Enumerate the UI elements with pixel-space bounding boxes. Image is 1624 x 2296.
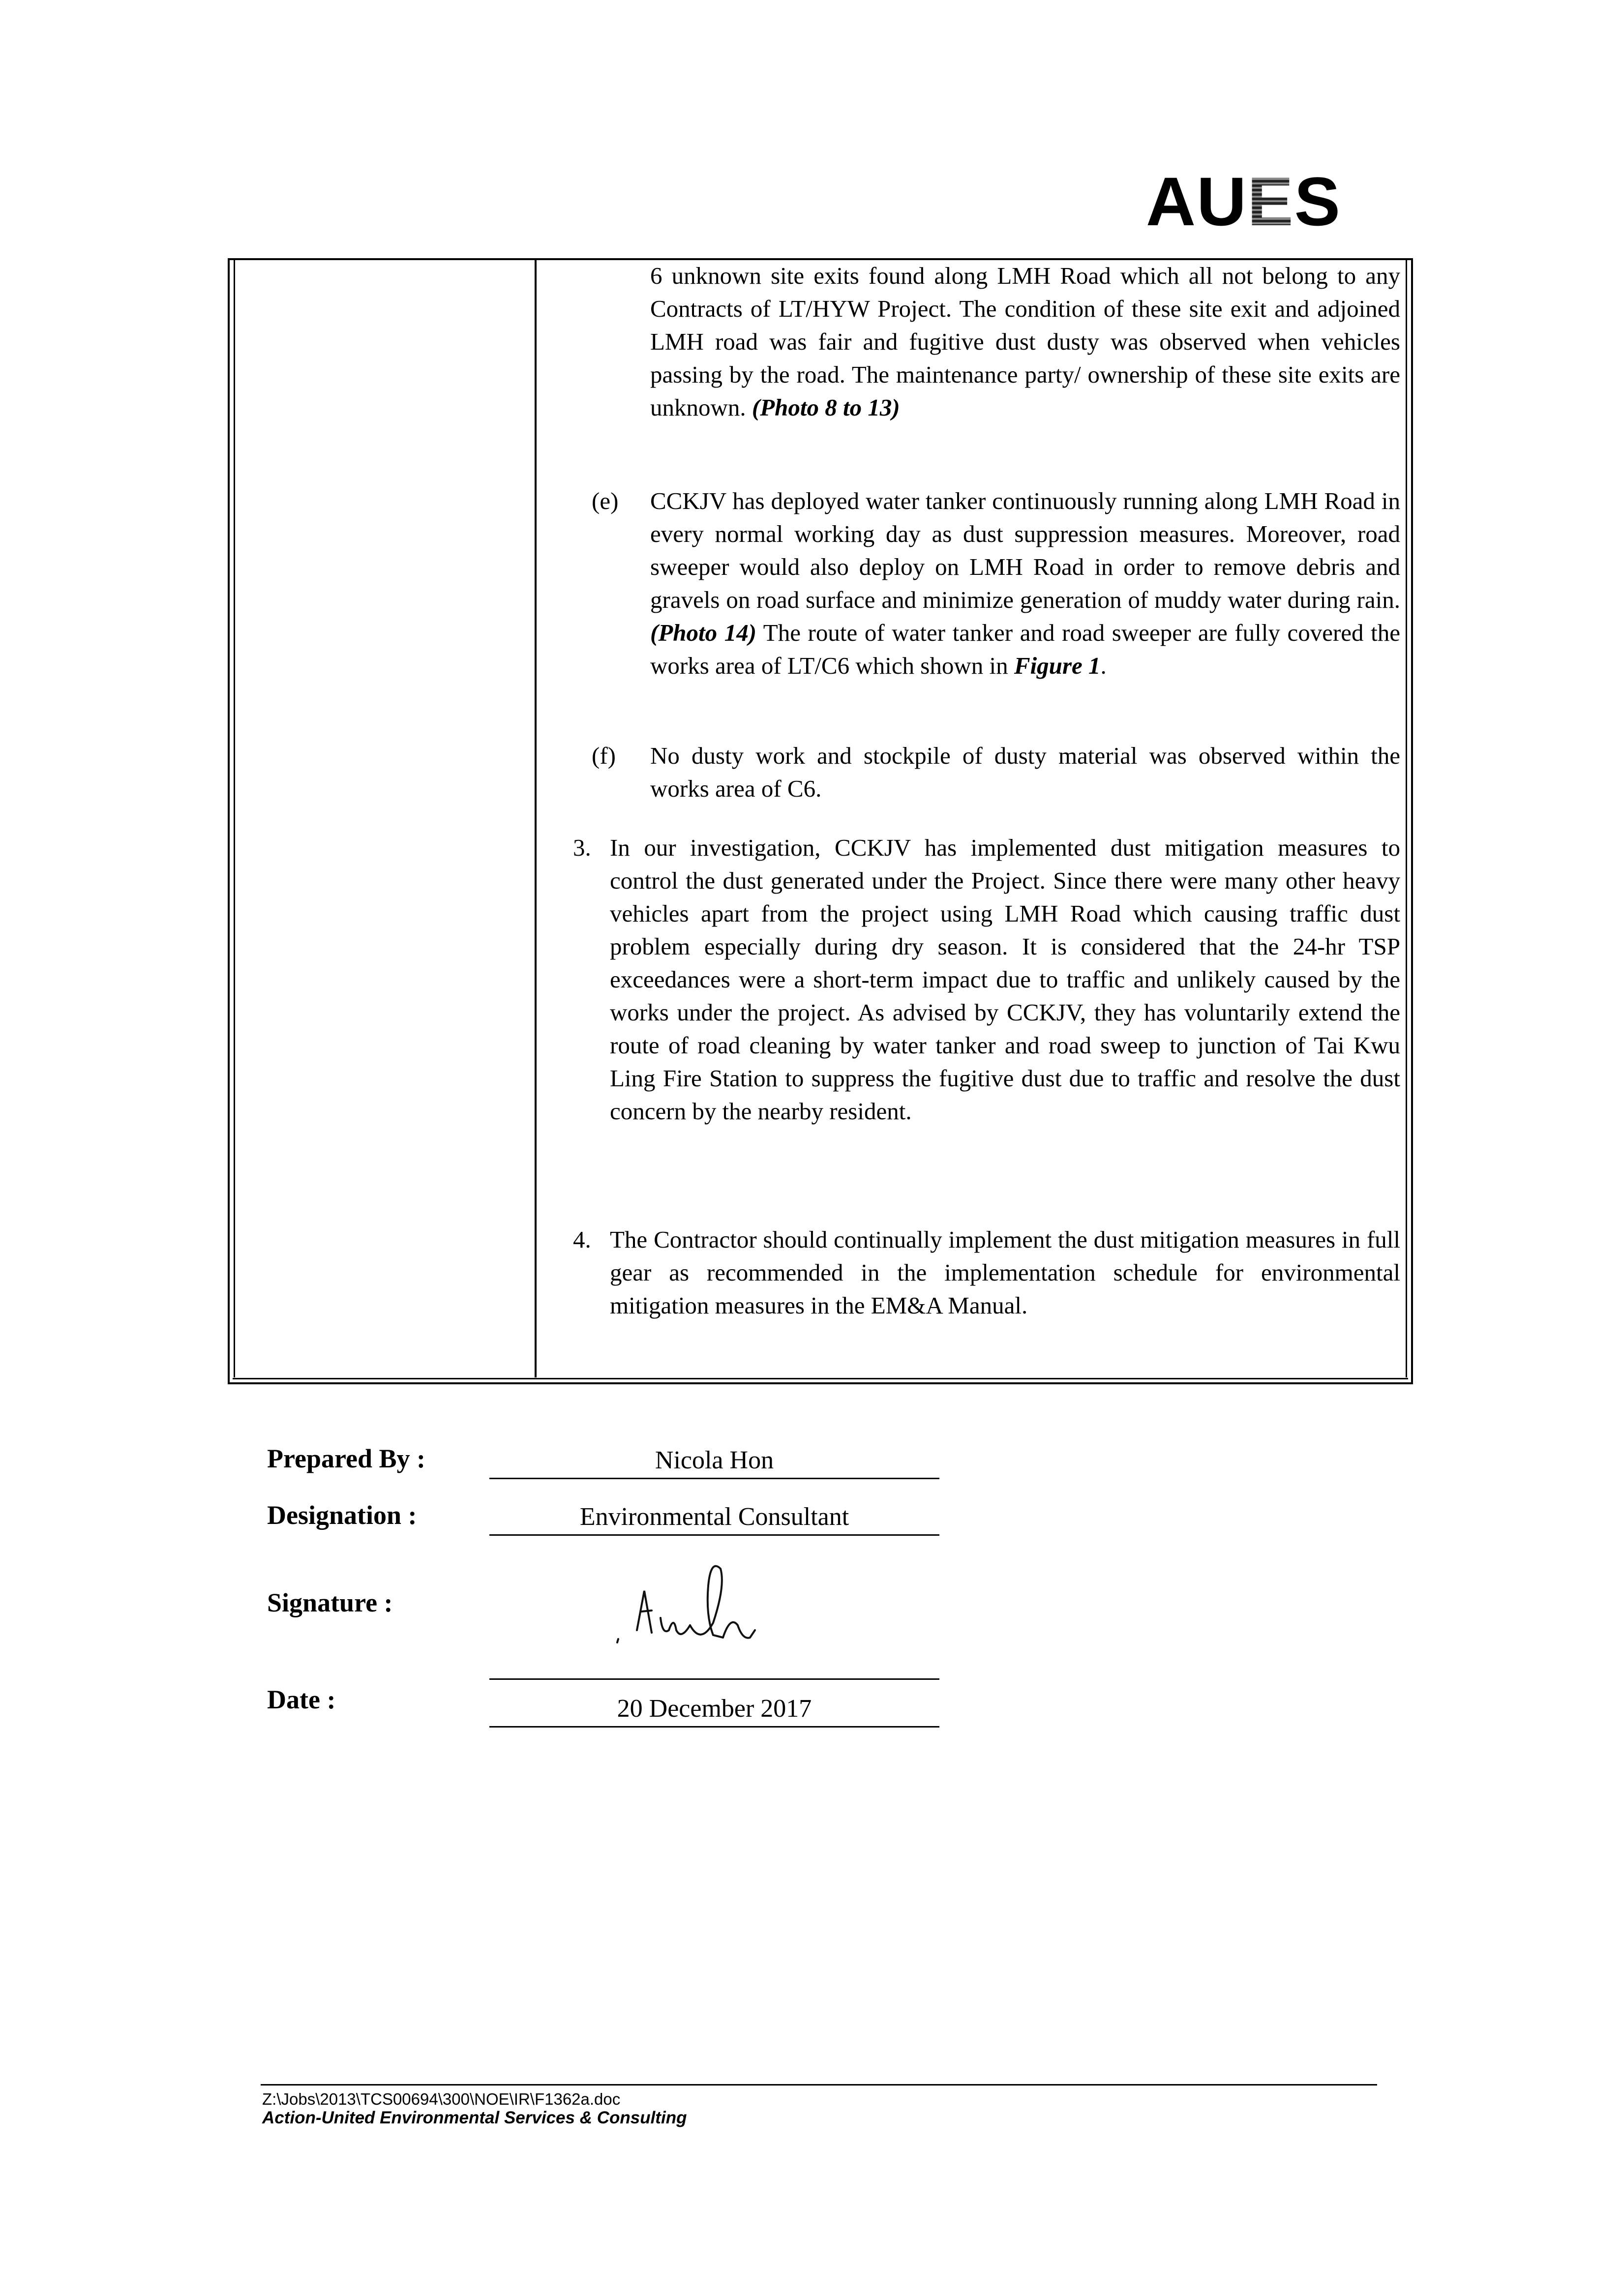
- photo-ref: (Photo 8 to 13): [752, 394, 900, 421]
- footer-file-path: Z:\Jobs\2013\TCS00694\300\NOE\IR\F1362a.doc: [262, 2090, 621, 2108]
- logo-text-au: AU: [1146, 163, 1248, 240]
- logo-text-e: E: [1247, 163, 1294, 240]
- item-3-marker: 3.: [573, 834, 591, 861]
- signature-label: Signature :: [267, 1588, 393, 1617]
- photo-ref: (Photo 14): [650, 619, 757, 646]
- findings-table: [228, 258, 1413, 1384]
- designation-value: Environmental Consultant: [489, 1500, 939, 1536]
- prepared-by-value: Nicola Hon: [489, 1443, 939, 1479]
- date-value: 20 December 2017: [489, 1692, 939, 1728]
- continued-paragraph: 6 unknown site exits found along LMH Road which all not belong to any Contracts of LT/HYW Project. The condition of these site exit and adjoined LMH road was fair and fugitive dust dusty was observed when vehicles passing by the road. The maintenance party/ ownership of these site exits are unknown. (Photo 8 to 13): [650, 262, 1400, 421]
- footer-company-name: Action-United Environmental Services & Consulting: [262, 2108, 687, 2127]
- item-e-text: CCKJV has deployed water tanker continuously running along LMH Road in every normal working day as dust suppression measures. Moreover, road sweeper would also deploy on LMH Road in order to remove debris and gravels on road surface and minimize generation of muddy water during rain. (Photo 14) The route of water tanker and road sweeper are fully covered the works area of LT/C6 which shown in Figure 1.: [650, 487, 1400, 679]
- item-f-text: No dusty work and stockpile of dusty material was observed within the works area of C6.: [650, 742, 1400, 802]
- designation-label: Designation :: [267, 1500, 417, 1530]
- table-column-divider: [535, 260, 537, 1377]
- date-label: Date :: [267, 1685, 336, 1714]
- signature-line: [489, 1678, 939, 1680]
- aues-logo: [1146, 163, 1341, 240]
- item-3-text: In our investigation, CCKJV has implemented dust mitigation measures to control the dust generated under the Project. Since there were many other heavy vehicles apart from the project using LMH Road which causing traffic dust problem especially during dry season. It is considered that the 24-hr TSP exceedances were a short-term impact due to traffic and unlikely caused by the works under the project. As advised by CCKJV, they has voluntarily extend the route of road cleaning by water tanker and road sweep to junction of Tai Kwu Ling Fire Station to suppress the fugitive dust due to traffic and resolve the dust concern by the nearby resident.: [610, 834, 1400, 1125]
- item-e-marker: (e): [592, 487, 619, 514]
- item-4-marker: 4.: [573, 1226, 591, 1253]
- item-4-text: The Contractor should continually implement the dust mitigation measures in full gear as recommended in the implementation schedule for environmental mitigation measures in the EM&A Manual.: [610, 1226, 1400, 1319]
- footer-rule: [261, 2084, 1377, 2086]
- figure-ref: Figure 1: [1014, 652, 1101, 679]
- logo-text-s: S: [1294, 163, 1341, 240]
- prepared-by-label: Prepared By :: [267, 1444, 425, 1473]
- handwritten-signature: [607, 1556, 843, 1655]
- item-f-marker: (f): [592, 742, 616, 769]
